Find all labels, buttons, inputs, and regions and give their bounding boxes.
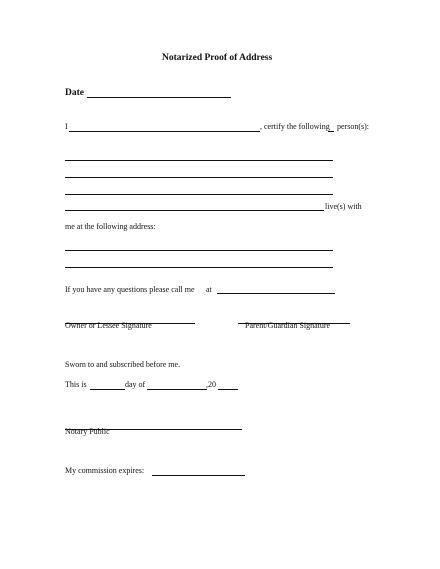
address-text: me at the following address: bbox=[65, 222, 156, 231]
day-field[interactable] bbox=[90, 389, 125, 390]
year-field[interactable] bbox=[218, 389, 238, 390]
persons-text: person(s): bbox=[337, 122, 369, 131]
guardian-signature-label: Parent/Guardian Signature bbox=[245, 321, 331, 330]
day-of-text: day of bbox=[125, 380, 146, 389]
person-line-1[interactable] bbox=[65, 160, 333, 161]
commission-date-field[interactable] bbox=[152, 475, 245, 476]
at-text: at bbox=[206, 285, 212, 294]
lives-with-text: live(s) with bbox=[325, 202, 362, 211]
document-title: Notarized Proof of Address bbox=[162, 53, 273, 63]
sworn-text: Sworn to and subscribed before me. bbox=[65, 360, 181, 369]
address-line-2[interactable] bbox=[65, 267, 333, 268]
date-label: Date bbox=[65, 88, 84, 98]
phone-field[interactable] bbox=[217, 293, 335, 294]
address-line-1[interactable] bbox=[65, 250, 333, 251]
person-line-2[interactable] bbox=[65, 177, 333, 178]
this-is-text: This is bbox=[65, 380, 87, 389]
person-line-4[interactable] bbox=[65, 210, 324, 211]
questions-text: If you have any questions please call me bbox=[65, 285, 195, 294]
name-field[interactable] bbox=[69, 131, 260, 132]
date-field[interactable] bbox=[87, 97, 231, 98]
notary-public-label: Notary Public bbox=[65, 427, 110, 436]
commission-text: My commission expires: bbox=[65, 466, 145, 475]
certify-prefix: I bbox=[65, 122, 68, 131]
owner-signature-label: Owner or Lessee Signature bbox=[65, 321, 152, 330]
year-prefix: ,20 bbox=[206, 380, 216, 389]
certify-gap-line bbox=[328, 131, 334, 132]
month-field[interactable] bbox=[147, 389, 207, 390]
person-line-3[interactable] bbox=[65, 194, 333, 195]
certify-text: , certify the following bbox=[260, 122, 330, 131]
